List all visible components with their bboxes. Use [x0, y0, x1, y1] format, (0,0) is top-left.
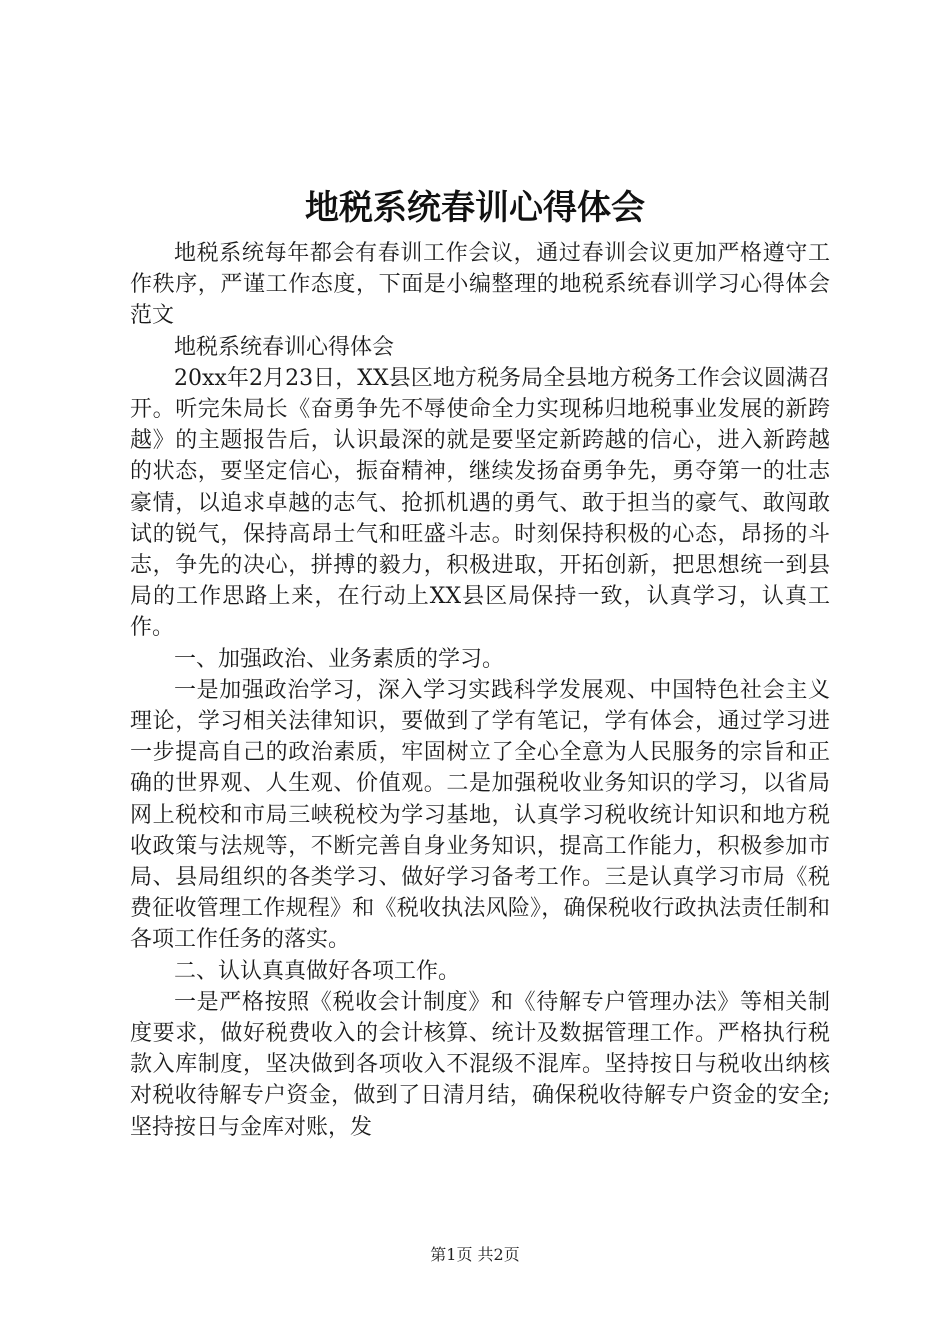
document-body: [130, 238, 830, 1143]
body-paragraph: 一是加强政治学习，深入学习实践科学发展观、中国特色社会主义理论，学习相关法律知识，要做到了学有笔记，学有体会，通过学习进一步提高自己的政治素质，牢固树立了全心全意为人民服务的宗旨和正确的世界观、人生观、价值观。二是加强税收业务知识的学习，以省局网上税校和市局三峡税校为学习基地，认真学习税收统计知识和地方税收政策与法规等，不断完善自身业务知识，提高工作能力，积极参加市局、县局组织的各类学习、做好学习备考工作。三是认真学习市局《税费征收管理工作规程》和《税收执法风险》，确保税收行政执法责任制和各项工作任务的落实。: [130, 677, 830, 953]
body-paragraph: 一是严格按照《税收会计制度》和《待解专户管理办法》等相关制度要求，做好税费收入的会计核算、统计及数据管理工作。严格执行税款入库制度，坚决做到各项收入不混级不混库。坚持按日与税收出纳核对税收待解专户资金，做到了日清月结，确保税收待解专户资金的安全;坚持按日与金库对账，发: [130, 989, 830, 1140]
intro-paragraph: 地税系统每年都会有春训工作会议，通过春训会议更加严格遵守工作秩序，严谨工作态度，下面是小编整理的地税系统春训学习心得体会范文: [130, 241, 830, 329]
document-title: 地税系统春训心得体会: [305, 188, 645, 228]
section-heading-1: 一、加强政治、业务素质的学习。: [174, 646, 505, 672]
page-number-footer: 第1页 共2页: [430, 1245, 520, 1264]
subtitle-paragraph: 地税系统春训心得体会: [174, 334, 395, 360]
body-paragraph: 20xx年2月23日，XX县区地方税务局全县地方税务工作会议圆满召开。听完朱局长《奋勇争先不辱使命全力实现秭归地税事业发展的新跨越》的主题报告后，认识最深的就是要坚定新跨越的信心，进入新跨越的状态，要坚定信心，振奋精神，继续发扬奋勇争先，勇夺第一的壮志豪情，以追求卓越的志气、抢抓机遇的勇气、敢于担当的豪气、敢闯敢试的锐气，保持高昂士气和旺盛斗志。时刻保持积极的心态，昂扬的斗志，争先的决心，拼搏的毅力，积极进取，开拓创新，把思想统一到县局的工作思路上来，在行动上XX县区局保持一致，认真学习，认真工作。: [130, 365, 830, 641]
section-heading-2: 二、认认真真做好各项工作。: [174, 958, 461, 984]
